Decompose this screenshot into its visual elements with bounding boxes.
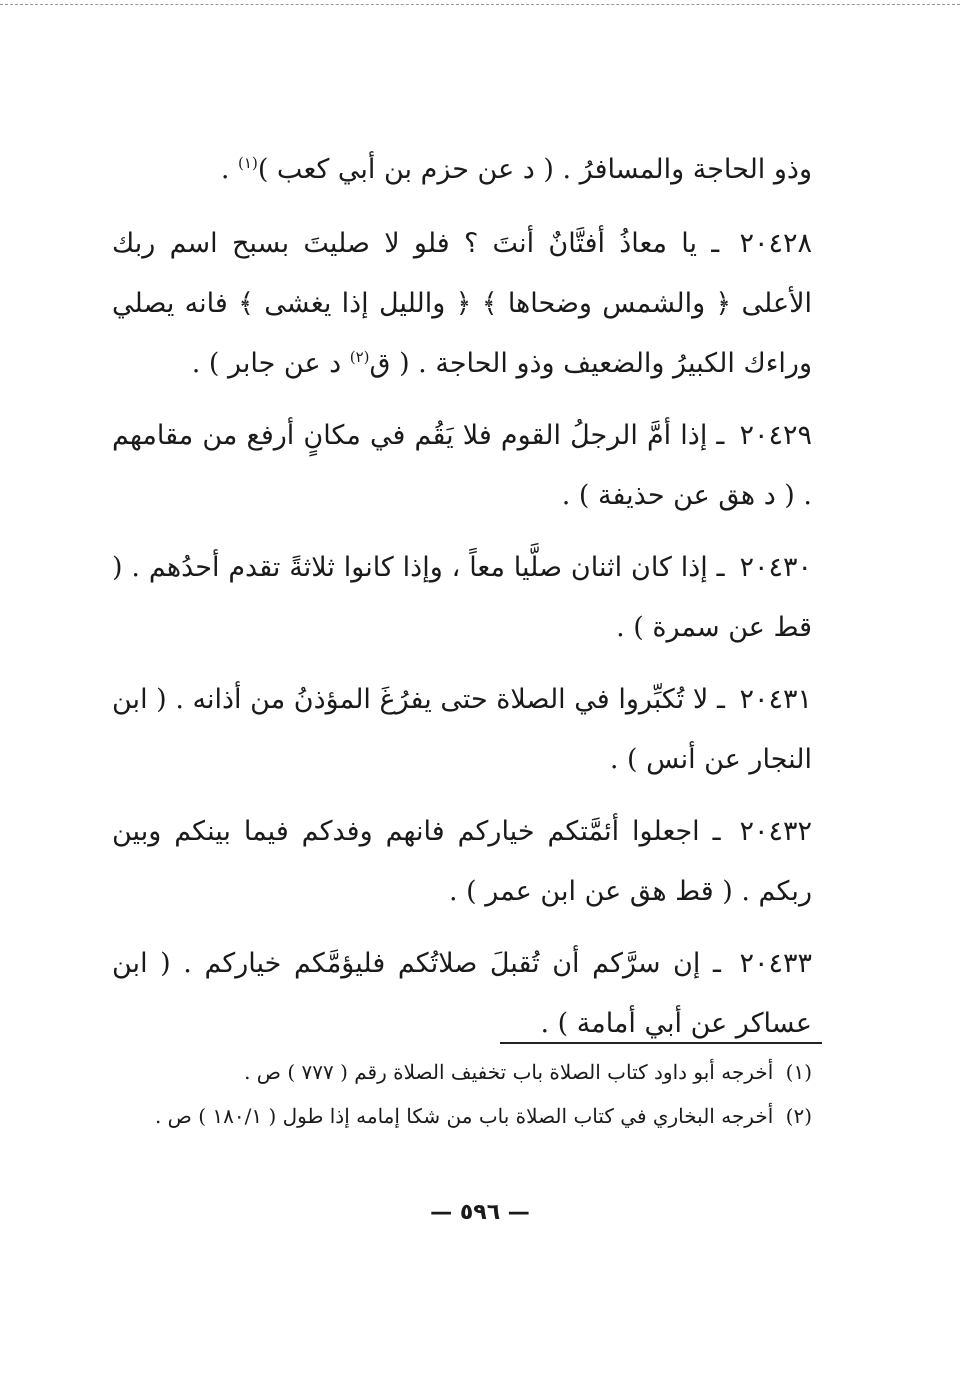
footnotes: [112, 1050, 812, 1138]
hadith-text: ـ يا معاذُ أفتَّانٌ أنتَ ؟ فلو لا صليتَ بسبح اسم ربك الأعلى ﴿ والشمس وضحاها ﴾ ﴿ والليل إذا يغشى ﴾ فانه يصلي وراءك الكبيرُ والضعيف وذو الحاجة . ( ق: [112, 228, 812, 379]
hadith-text: ـ اجعلوا أئمَّتكم خياركم فانهم وفدكم فيما بينكم وبين ربكم . ( قط هق عن ابن عمر ) .: [112, 816, 812, 907]
hadith-text: ـ إذا أمَّ الرجلُ القوم فلا يَقُم في مكانٍ أرفع من مقامهم . ( د هق عن حذيفة ) .: [112, 420, 812, 511]
footnote-ref-1: (١): [238, 154, 258, 172]
footnote-marker: (١): [785, 1060, 812, 1084]
footnote-marker: (٢): [785, 1104, 812, 1128]
hadith-paragraph-continuation: [112, 140, 812, 200]
hadith-paragraph-20430: [112, 538, 812, 658]
hadith-paragraph-20428: [112, 214, 812, 394]
hadith-number: ٢٠٤٣٣: [739, 948, 812, 979]
hadith-number: ٢٠٤٣٠: [739, 552, 813, 583]
footnote-separator: [500, 1042, 822, 1044]
footnote-2: [112, 1094, 812, 1138]
hadith-text: ـ إذا كان اثنان صلَّيا معاً ، وإذا كانوا ثلاثةً تقدم أحدُهم . ( قط عن سمرة ) .: [112, 552, 812, 643]
top-scan-rule: [0, 4, 960, 6]
hadith-paragraph-20429: [112, 406, 812, 526]
footnote-text: أخرجه أبو داود كتاب الصلاة باب تخفيف الصلاة رقم ( ٧٧٧ ) ص .: [244, 1060, 774, 1084]
hadith-paragraph-20432: [112, 802, 812, 922]
main-text: [112, 140, 812, 1066]
hadith-text-end: د عن جابر ) .: [191, 348, 350, 379]
footnote-ref-2: (٢): [349, 348, 370, 366]
hadith-text-end: .: [220, 154, 239, 185]
footnote-text: أخرجه البخاري في كتاب الصلاة باب من شكا إمامه إذا طول ( ١٨٠/١ ) ص .: [154, 1104, 774, 1128]
hadith-paragraph-20431: [112, 670, 812, 790]
hadith-number: ٢٠٤٣١: [739, 684, 812, 715]
hadith-text: ـ إن سرَّكم أن تُقبلَ صلاتُكم فليؤمَّكم خياركم . ( ابن عساكر عن أبي أمامة ) .: [112, 948, 812, 1039]
hadith-text: وذو الحاجة والمسافرُ . ( د عن حزم بن أبي كعب ): [257, 154, 812, 185]
footnote-1: [112, 1050, 812, 1094]
hadith-paragraph-20433: [112, 934, 812, 1054]
page-number: — ٥٩٦ —: [430, 1200, 530, 1225]
hadith-text: ـ لا تُكبِّروا في الصلاة حتى يفرُغَ المؤذنُ من أذانه . ( ابن النجار عن أنس ) .: [112, 684, 812, 775]
hadith-number: ٢٠٤٣٢: [739, 816, 812, 847]
hadith-number: ٢٠٤٢٩: [739, 420, 812, 451]
hadith-number: ٢٠٤٢٨: [739, 228, 812, 259]
